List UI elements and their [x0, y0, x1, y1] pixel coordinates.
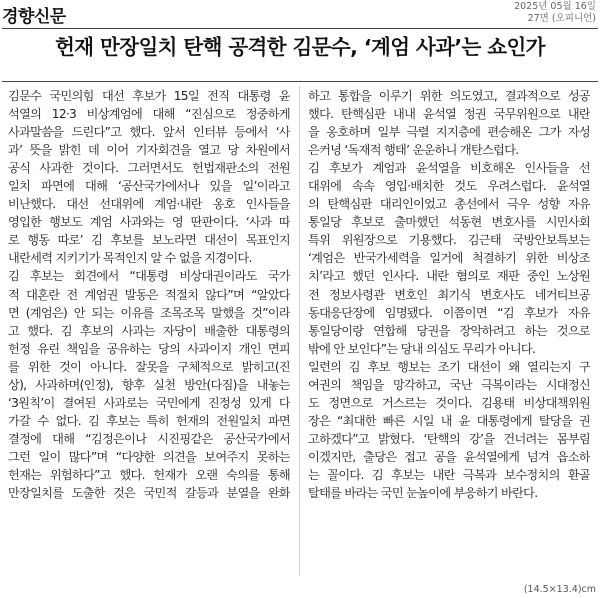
article-text-line: 탈태를 바라는 국민 눈높이에 부응하기 바란다. — [308, 486, 538, 501]
article-text-line: 동대응단장에 임명됐다. 이쯤이면 “김 후보가 자유 — [308, 305, 590, 320]
headline-rule — [2, 81, 598, 82]
article-text-line: 를 위한 것이 아니다. 잘못을 구체적으로 밝히고(진 — [8, 359, 290, 374]
article-text-line: 공식 사과한 것이다. 그러면서도 헌법재판소의 전원 — [8, 161, 290, 176]
article-text-line: 김 후보가 계엄과 윤석열을 비호해온 인사들을 선 — [308, 161, 590, 176]
article-text-line: 전 정보사령관 변호인 최기식 변호사도 네거티브공 — [308, 287, 590, 302]
article-text-line: 고 했다. 김 후보의 사과는 자당이 배출한 대통령의 — [8, 323, 290, 338]
article-text-line: 이겠지만, 출당은 접고 공을 윤석열에게 넘겨 읍소하 — [308, 449, 590, 464]
article-text-line: 영입한 행보도 계엄 사과와는 영 딴판이다. ‘사과 따 — [8, 215, 290, 230]
article-text-line: 그런 일이 많다”며 “다양한 의견을 보여주지 못하는 — [8, 449, 290, 464]
article-text-line: 일치 파면에 대해 ‘공산국가에서나 있을 일’이라고 — [8, 179, 290, 194]
publication-info — [514, 1, 596, 25]
article-text-line: 여권의 책임을 망각하고, 국난 극복이라는 시대정신 — [308, 377, 590, 392]
article-headline: 헌재 만장일치 탄핵 공격한 김문수, ‘계엄 사과’는 쇼인가 — [55, 35, 545, 59]
article-text-line: 일련의 김 후보 행보는 조기 대선이 왜 열리는지 구 — [308, 359, 590, 374]
article-text-line: 과’ 뜻을 밝힌 데 이어 기자회견을 열고 당 차원에서 — [8, 143, 290, 158]
article-text-line: 김 후보는 회견에서 “대통령 비상대권이라도 국가 — [8, 269, 290, 284]
top-rule — [2, 28, 598, 29]
article-text-line: 사과말씀을 드린다”고 했다. 앞서 인터뷰 등에서 ‘사 — [8, 125, 290, 140]
article-text-line: 대위에 속속 영입·배치한 것도 우려스럽다. 윤석열 — [308, 179, 590, 194]
article-text-line: 고하겠다”고 밝혔다. ‘탄핵의 강’을 건너려는 몸부림 — [308, 431, 590, 446]
article-text-line: 헌정 유린 책임을 공유하는 당의 사과이지 개인 면피 — [8, 341, 290, 356]
article-text-line: 면 (계엄은) 안 되는 이유를 조목조목 말했을 것”이라 — [8, 305, 290, 320]
article-text-line: 통일당이랑 연합해 당권을 장악하려고 하는 것으로 — [308, 323, 590, 338]
newspaper-logo: 경향신문 — [2, 7, 66, 27]
article-body-left-column — [8, 87, 290, 502]
article-text-line: 결정에 대해 “김정은이나 시진핑같은 공산국가에서 — [8, 431, 290, 446]
article-text-line: 가갈 수 없다. 김 후보는 특히 헌재의 전원일치 파면 — [8, 413, 290, 428]
article-text-line: 특위 위원장으로 기용했다. 김근태 국방안보특보는 — [308, 233, 590, 248]
article-text-line: 밖에 안 보인다”는 당내 의심도 무리가 아니다. — [308, 341, 536, 356]
article-text-line: 을 옹호하며 일부 극렬 지지층에 편승해온 그가 자성 — [308, 125, 590, 140]
article-text-line: 의 탄핵심판 대리인이었고 총선에서 극우 성향 자유 — [308, 197, 590, 212]
page-section: 27면 (오피니언) — [527, 13, 596, 24]
masthead — [0, 0, 600, 28]
article-text-line: ‘3원칙’이 결여된 사과로는 국민에게 진정성 있게 다 — [8, 395, 290, 410]
article-text-line: 도 정면으로 거스르는 것이다. 김용태 비상대책위원 — [308, 395, 590, 410]
article-text-line: ‘계엄은 반국가세력을 일거에 척결하기 위한 비상조 — [308, 251, 590, 266]
article-text-line: 비난했다. 대선 선대위에 계엄·내란 옹호 인사들을 — [8, 197, 290, 212]
column-divider — [299, 86, 300, 576]
article-text-line: 통일당 후보로 출마했던 석동현 변호사를 시민사회 — [308, 215, 590, 230]
article-text-line: 은커녕 ‘독재적 행태’ 운운하니 개탄스럽다. — [308, 143, 519, 158]
article-text-line: 내란세력 지키기가 목적인지 알 수 없을 지경이다. — [8, 251, 252, 266]
article-text-line: 했다. 탄핵심판 내내 윤석열 정권 국무위원으로 내란 — [308, 107, 590, 122]
article-text-line: 는 꼴이다. 김 후보는 내란 극복과 보수정치의 환골 — [308, 467, 590, 482]
article-text-line: 김문수 국민의힘 대선 후보가 15일 전직 대통령 윤 — [8, 89, 290, 103]
publication-date: 2025년 05월 16일 — [514, 1, 596, 12]
article-text-line: 적 대혼란 전 계엄권 발동은 적절치 않다”며 “알았다 — [8, 287, 290, 302]
article-size-note: (14.5×13.4)cm — [523, 584, 596, 595]
article-body-right-column — [308, 87, 590, 502]
article-text-line: 헌재는 위험하다”고 했다. 헌재가 오랜 숙의를 통해 — [8, 467, 290, 482]
article-text-line: 만장일치를 도출한 것은 국민적 갈등과 분열을 완화 — [8, 486, 290, 501]
article-text-line: 석열의 12·3 비상계엄에 대해 “진심으로 정중하게 — [8, 107, 290, 122]
article-text-line: 상), 사과하며(인정), 향후 실천 방안(다짐)을 내놓는 — [8, 377, 290, 392]
article-text-line: 로 행동 따로’ 김 후보를 보노라면 대선이 목표인지 — [8, 233, 290, 248]
article-text-line: 장은 “최대한 빠른 시일 내 윤 대통령에게 탈당을 권 — [308, 413, 590, 428]
article-text-line: 치’라고 했던 인사다. 내란 혐의로 재판 중인 노상원 — [308, 269, 590, 284]
article-text-line: 하고 통합을 이루기 위한 의도였고, 결과적으로 성공 — [308, 89, 590, 103]
